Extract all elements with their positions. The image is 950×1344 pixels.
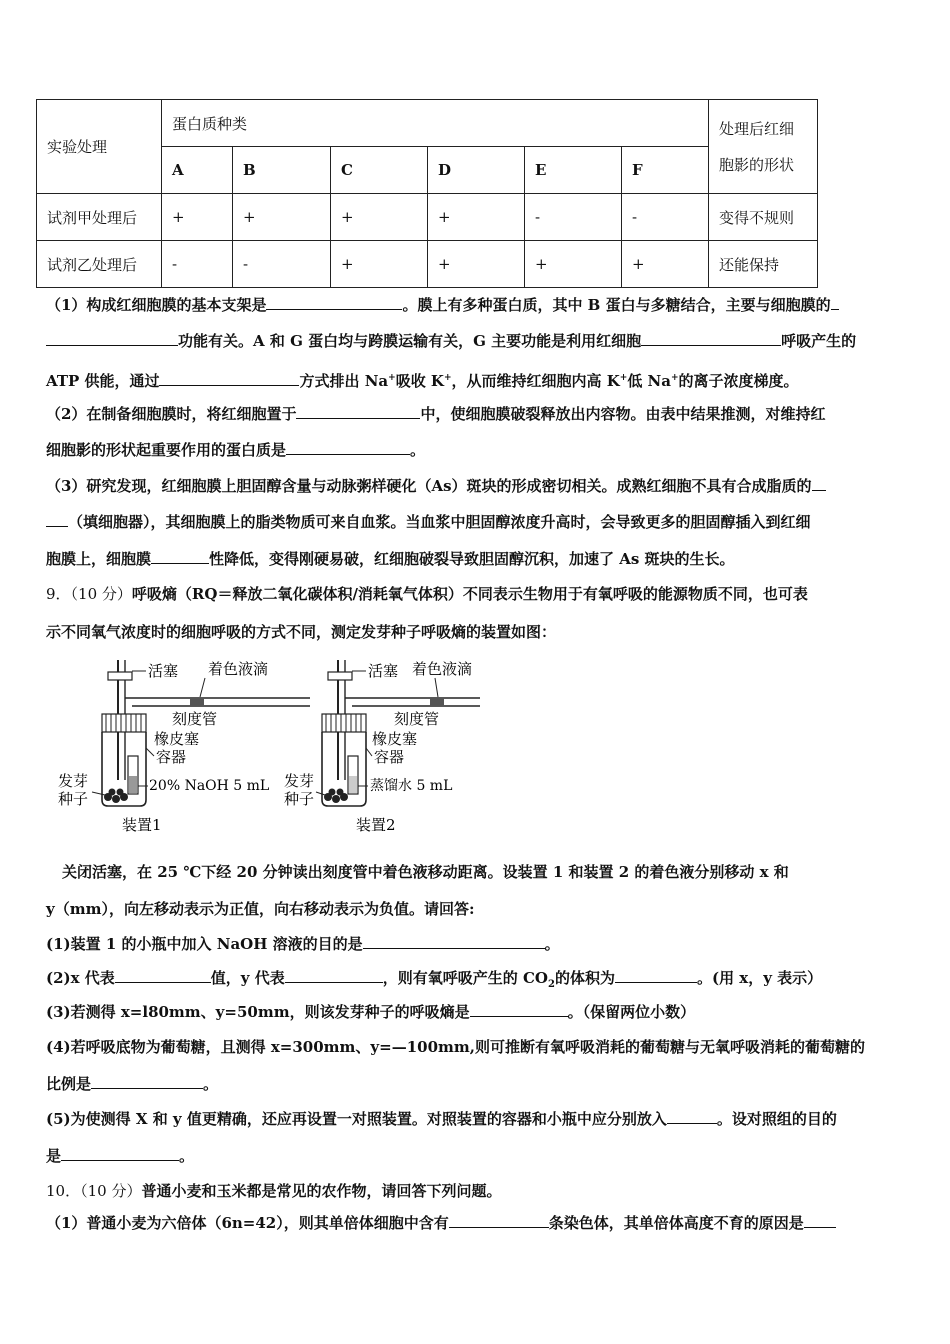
label-stopcock-1: 活塞 — [148, 662, 179, 680]
q9-sub4-line1 — [46, 1037, 908, 1057]
q9-text: 。 — [544, 935, 560, 953]
q9-sub2 — [46, 968, 908, 995]
q9-text: 。设对照组的目的 — [716, 1110, 837, 1128]
q9-text: 。(用 x，y 表示） — [696, 969, 823, 987]
q8-part2-line1 — [46, 404, 908, 424]
table-cell: + — [622, 241, 709, 288]
protein-group-header: 蛋白质种类 — [162, 100, 709, 147]
label-container-2: 容器 — [374, 748, 405, 766]
question-points: （10 分） — [80, 1182, 142, 1200]
q10-stem — [46, 1181, 908, 1201]
q8-text: 。膜上有多种蛋白质，其中 B 蛋白与多糖结合，主要与细胞膜的 — [402, 296, 831, 314]
label-seeds-2a: 发芽 — [284, 772, 315, 790]
q9-text: 关闭活塞，在 25 ℃下经 20 分钟读出刻度管中着色液移动距离。设装置 1 和装置 2 的着色液分别移动 x 和 — [62, 863, 789, 881]
leader-line — [92, 792, 105, 795]
q8-text: ATP 供能，通过 — [46, 372, 160, 390]
q8-text: 的离子浓度梯度。 — [678, 372, 799, 390]
q9-text: (2)x 代表 — [46, 969, 115, 987]
q8-part1-line3 — [46, 368, 908, 391]
subscript: 2 — [547, 979, 555, 990]
q9-sub3 — [46, 1002, 908, 1022]
device-1 — [58, 660, 310, 834]
answer-blank[interactable] — [804, 1213, 836, 1228]
table-row — [37, 194, 818, 241]
q9-sub5-line2 — [46, 1146, 908, 1166]
table-cell: - — [525, 194, 622, 241]
column-header: F — [622, 147, 709, 194]
label-container-1: 容器 — [156, 748, 187, 766]
label-stopper-1: 橡皮塞 — [154, 730, 200, 748]
answer-blank[interactable] — [266, 295, 402, 310]
row-label: 试剂甲处理后 — [37, 194, 162, 241]
column-header: A — [162, 147, 233, 194]
answer-blank[interactable] — [151, 549, 209, 564]
rubber-stopper-1 — [102, 714, 146, 732]
answer-blank[interactable] — [46, 512, 68, 527]
table-cell: + — [428, 194, 525, 241]
answer-blank[interactable] — [286, 440, 410, 455]
q8-text: 性降低，变得刚硬易破，红细胞破裂导致胆固醇沉积，加速了 As 斑块的生长。 — [209, 550, 735, 568]
leader-line — [435, 678, 438, 697]
q8-text: 细胞影的形状起重要作用的蛋白质是 — [46, 441, 287, 459]
q9-text: 。 — [203, 1075, 219, 1093]
q10-text: （1）普通小麦为六倍体（6n=42），则其单倍体细胞中含有 — [46, 1214, 449, 1232]
answer-blank[interactable] — [363, 934, 545, 949]
label-seeds-1a: 发芽 — [58, 772, 89, 790]
column-header: C — [331, 147, 428, 194]
q9-sub5-line1 — [46, 1109, 908, 1129]
q8-text: （3）研究发现，红细胞膜上胆固醇含量与动脉粥样硬化（As）斑块的形成密切相关。成熟红细胞不具有合成脂质的 — [46, 477, 812, 495]
q8-part1-line2 — [46, 331, 908, 351]
answer-blank[interactable] — [159, 371, 299, 386]
answer-blank[interactable] — [285, 968, 383, 983]
column-header: D — [428, 147, 525, 194]
table-row — [37, 241, 818, 288]
row-label: 试剂乙处理后 — [37, 241, 162, 288]
label-scale-tube-1: 刻度管 — [172, 710, 218, 728]
q9-intro-line1 — [62, 862, 924, 882]
protein-experiment-table — [36, 99, 818, 288]
table-corner-header: 实验处理 — [37, 100, 162, 194]
q9-text: 。 — [179, 1147, 195, 1165]
column-header: B — [233, 147, 331, 194]
rubber-stopper-2 — [322, 714, 366, 732]
q9-text: 示不同氧气浓度时的细胞呼吸的方式不同，测定发芽种子呼吸熵的装置如图： — [46, 623, 557, 641]
label-scale-tube-2: 刻度管 — [394, 710, 440, 728]
q9-text: (4)若呼吸底物为葡萄糖，且测得 x=300mm、y=—100mm,则可推断有氧呼吸消耗的葡萄糖与无氧呼吸消耗的葡萄糖的 — [46, 1038, 865, 1056]
label-seeds-1b: 种子 — [58, 790, 89, 808]
question-number: 10． — [46, 1182, 81, 1200]
q8-text: 中，使细胞膜破裂释放出内容物。由表中结果推测，对维持红 — [420, 405, 826, 423]
superscript-plus: + — [443, 373, 452, 383]
table-cell: + — [428, 241, 525, 288]
label-solution-2: 蒸馏水 5 mL — [370, 778, 453, 794]
label-seeds-2b: 种子 — [284, 790, 315, 808]
answer-blank[interactable] — [91, 1074, 203, 1089]
q8-part1-line1 — [46, 295, 908, 315]
naoh-liquid-1 — [129, 776, 137, 793]
label-droplet-1: 着色液滴 — [208, 660, 269, 678]
shape-header-text: 处理后红细胞影的形状 — [719, 119, 795, 174]
q8-text: 低 Na — [627, 372, 671, 390]
leader-line — [200, 678, 205, 697]
answer-blank[interactable] — [812, 476, 826, 491]
leader-line — [316, 792, 325, 795]
seeds-1 — [104, 789, 128, 804]
q9-stem-line2 — [46, 622, 908, 642]
q8-text: ，从而维持红细胞内高 K — [451, 372, 620, 390]
q9-stem-line1 — [46, 584, 908, 604]
q10-text: 普通小麦和玉米都是常见的农作物，请回答下列问题。 — [141, 1182, 502, 1200]
leader-line — [146, 748, 154, 756]
q9-text: (1)装置 1 的小瓶中加入 NaOH 溶液的目的是 — [46, 935, 363, 953]
q9-text: (5)为使测得 X 和 y 值更精确，还应再设置一对照装置。对照装置的容器和小瓶中应分别放入 — [46, 1110, 667, 1128]
q8-part2-line2 — [46, 440, 908, 460]
label-solution-1: 20% NaOH 5 mL — [149, 778, 270, 794]
q9-text: ，则有氧呼吸产生的 CO — [382, 969, 548, 987]
q9-text: y（mm），向左移动表示为正值，向右移动表示为负值。请回答: — [46, 900, 475, 918]
q8-part3-line1 — [46, 476, 908, 496]
colored-droplet-1 — [190, 698, 204, 706]
answer-blank[interactable] — [296, 404, 420, 419]
answer-blank[interactable] — [641, 331, 781, 346]
q9-sub1 — [46, 934, 908, 954]
table-cell: - — [622, 194, 709, 241]
q8-text: 胞膜上，细胞膜 — [46, 550, 152, 568]
answer-blank[interactable] — [61, 1146, 179, 1161]
caption-device-1: 装置1 — [122, 816, 162, 834]
superscript-plus: + — [670, 373, 679, 383]
table-cell: - — [233, 241, 331, 288]
q9-text: 比例是 — [46, 1075, 92, 1093]
q8-text: 吸收 K — [395, 372, 444, 390]
water-liquid-2 — [349, 776, 357, 793]
q9-text: 呼吸熵（RQ＝释放二氧化碳体积/消耗氧气体积）不同表示生物用于有氧呼吸的能源物质不同，也可表 — [131, 585, 808, 603]
label-stopper-2: 橡皮塞 — [372, 730, 418, 748]
q9-text: 是 — [46, 1147, 62, 1165]
stopcock-1 — [108, 672, 132, 680]
table-cell: + — [331, 194, 428, 241]
label-droplet-2: 着色液滴 — [412, 660, 473, 678]
q9-text: (3)若测得 x=l80mm、y=50mm，则该发芽种子的呼吸熵是 — [46, 1003, 470, 1021]
question-number: 9． — [46, 585, 71, 603]
q9-text: 值，y 代表 — [210, 969, 285, 987]
column-header: E — [525, 147, 622, 194]
shape-cell: 还能保持 — [709, 241, 818, 288]
q8-text: （2）在制备细胞膜时，将红细胞置于 — [46, 405, 297, 423]
colored-droplet-2 — [430, 698, 444, 706]
q8-text: 方式排出 Na — [299, 372, 389, 390]
q8-part3-line2 — [46, 512, 908, 532]
answer-blank[interactable] — [470, 1002, 568, 1017]
q8-text: 呼吸产生的 — [781, 332, 857, 350]
q8-text: （1）构成红细胞膜的基本支架是 — [46, 296, 267, 314]
table-cell: + — [233, 194, 331, 241]
answer-blank[interactable] — [831, 295, 839, 310]
q9-intro-line2 — [46, 899, 908, 919]
question-points: （10 分） — [70, 585, 132, 603]
respirometer-figure — [50, 652, 490, 840]
seeds-2 — [324, 789, 348, 804]
q10-text: 条染色体，其单倍体高度不育的原因是 — [548, 1214, 804, 1232]
q8-text: 功能有关。A 和 G 蛋白均与跨膜运输有关，G 主要功能是利用红细胞 — [178, 332, 642, 350]
q9-sub4-line2 — [46, 1074, 908, 1094]
answer-blank[interactable] — [667, 1109, 717, 1124]
q8-text: 。 — [410, 441, 426, 459]
caption-device-2: 装置2 — [356, 816, 396, 834]
table-cell: + — [162, 194, 233, 241]
superscript-plus: + — [388, 373, 396, 383]
q9-text: 。（保留两位小数） — [567, 1003, 696, 1021]
table-cell: - — [162, 241, 233, 288]
table-cell: + — [525, 241, 622, 288]
table-cell: + — [331, 241, 428, 288]
shape-header — [709, 100, 818, 194]
answer-blank[interactable] — [449, 1213, 549, 1228]
answer-blank[interactable] — [115, 968, 211, 983]
shape-cell: 变得不规则 — [709, 194, 818, 241]
answer-blank[interactable] — [615, 968, 697, 983]
device-2 — [284, 660, 480, 834]
q9-text: 的体积为 — [554, 969, 615, 987]
stopcock-2 — [328, 672, 352, 680]
q8-text: （填细胞器），其细胞膜上的脂类物质可来自血浆。当血浆中胆固醇浓度升高时，会导致更多的胆固醇插入到红细 — [68, 513, 811, 531]
label-stopcock-2: 活塞 — [368, 662, 399, 680]
q8-part3-line3 — [46, 549, 908, 569]
q10-part1 — [46, 1213, 908, 1233]
answer-blank[interactable] — [46, 331, 178, 346]
superscript-plus: + — [619, 373, 628, 383]
leader-line — [366, 748, 372, 756]
